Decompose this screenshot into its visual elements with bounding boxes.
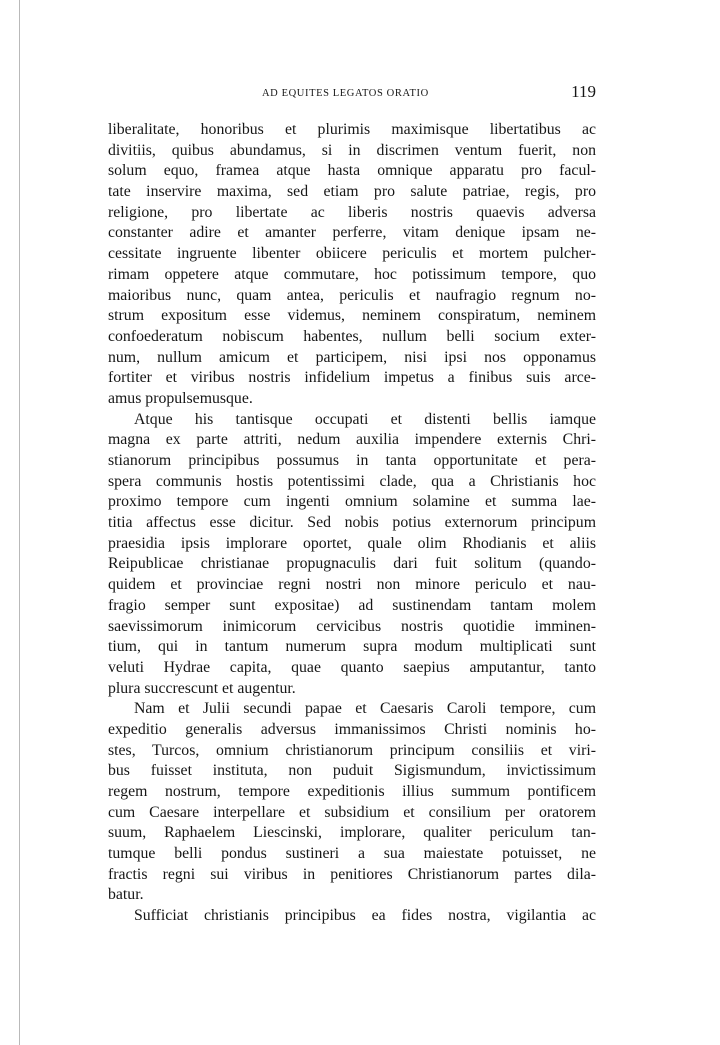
text-line: stes, Turcos, omnium christianorum principum consiliis et viri- — [108, 741, 596, 759]
text-line: praesidia ipsis implorare oportet, quale olim Rhodianis et aliis — [108, 534, 596, 552]
text-line: religione, pro libertate ac liberis nostris quaevis adversa — [108, 203, 596, 221]
text-line: num, nullum amicum et participem, nisi ipsi nos opponamus — [108, 348, 596, 366]
text-line: tumque belli pondus sustineri a sua maiestate potuisset, ne — [108, 845, 596, 863]
scan-edge-line — [19, 0, 20, 1045]
text-line: veluti Hydrae capita, quae quanto saepius amputantur, tanto — [108, 658, 596, 676]
text-line: stianorum principibus possumus in tanta opportunitate et pera- — [108, 452, 596, 469]
text-line: bus fuisset instituta, non puduit Sigismundum, invictissimum — [108, 762, 596, 780]
text-line: Reipublicae christianae propugnaculis dari fuit solitum (quando- — [108, 555, 596, 573]
text-line: titia affectus esse dicitur. Sed nobis potius externorum principum — [108, 514, 596, 532]
body-text — [108, 120, 596, 927]
text-line: cum Caesare interpellare et subsidium et consilium per oratorem — [108, 803, 596, 821]
text-line: constanter adire et amanter perferre, vitam denique ipsam ne- — [108, 224, 596, 242]
text-line: batur. — [108, 886, 144, 904]
text-line: cessitate ingruente libenter obiicere periculis et mortem pulcher- — [108, 245, 596, 263]
text-line: proximo tempore cum ingenti omnium solamine et summa lae- — [108, 493, 596, 511]
text-line: suum, Raphaelem Liescinski, implorare, qualiter periculum tan- — [108, 824, 596, 842]
text-line: spera communis hostis potentissimi clade, qua a Christianis hoc — [108, 472, 596, 490]
text-line: plura succrescunt et augentur. — [108, 679, 296, 697]
text-line: maioribus nunc, quam antea, periculis et naufragio regnum no- — [108, 286, 596, 304]
text-line: quidem et provinciae regni nostri non minore periculo et nau- — [108, 576, 596, 594]
running-header — [108, 84, 596, 106]
text-line: amus propulsemusque. — [108, 389, 253, 407]
text-line: divitiis, quibus abundamus, si in discrimen ventum fuerit, non — [108, 141, 596, 159]
text-line: saevissimorum inimicorum cervicibus nostris quotidie imminen- — [108, 617, 596, 635]
text-line: magna ex parte attriti, nedum auxilia impendere externis Chri- — [108, 431, 596, 449]
text-line: strum expositum esse videmus, neminem conspiratum, neminem — [108, 307, 596, 325]
text-line: fortiter et viribus nostris infidelium impetus a finibus suis arce- — [108, 369, 596, 387]
paragraph-first-line: Nam et Julii secundi papae et Caesaris Caroli tempore, cum — [134, 700, 596, 718]
text-line: solum equo, framea atque hasta omnique apparatu pro facul- — [108, 162, 596, 180]
page-number: 119 — [571, 82, 596, 101]
text-line: tate inservire maxima, sed etiam pro salute patriae, regis, pro — [108, 183, 596, 201]
text-line: confoederatum nobiscum habentes, nullum belli socium exter- — [108, 327, 596, 345]
text-line: tium, qui in tantum numerum supra modum multiplicati sunt — [108, 638, 596, 656]
paragraph-first-line: Sufficiat christianis principibus ea fides nostra, vigilantia ac — [134, 907, 596, 925]
text-line: regem nostrum, tempore expeditionis illius summum pontificem — [108, 783, 596, 800]
text-line: expeditio generalis adversus immanissimos Christi nominis ho- — [108, 720, 596, 738]
text-line: fragio semper sunt expositae) ad sustinendam tantam molem — [108, 596, 596, 614]
text-line: rimam oppetere atque commutare, hoc potissimum tempore, quo — [108, 265, 596, 283]
running-title: AD EQUITES LEGATOS ORATIO — [262, 88, 429, 99]
paragraph-first-line: Atque his tantisque occupati et distenti bellis iamque — [134, 410, 596, 428]
text-line: fractis regni sui viribus in penitiores Christianorum partes dila- — [108, 865, 596, 883]
text-line: liberalitate, honoribus et plurimis maximisque libertatibus ac — [108, 121, 596, 138]
